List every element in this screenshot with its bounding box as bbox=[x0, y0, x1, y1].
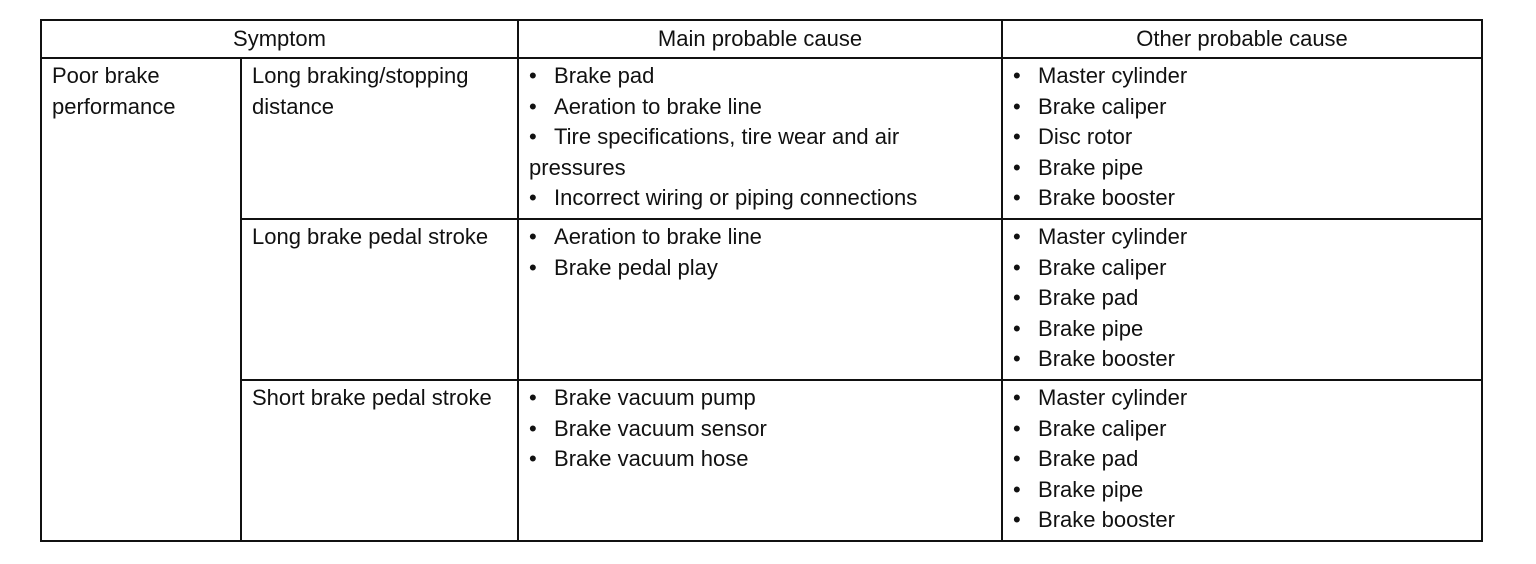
main-cause-list bbox=[529, 222, 995, 283]
list-item bbox=[529, 92, 995, 123]
list-item bbox=[1013, 61, 1475, 92]
bullet-icon: • bbox=[1013, 385, 1021, 410]
symptom-cell: Short brake pedal stroke bbox=[241, 380, 518, 541]
bullet-icon: • bbox=[1013, 315, 1021, 341]
cause-text: Brake caliper bbox=[1038, 415, 1167, 441]
list-item bbox=[1013, 253, 1475, 284]
bullet-icon: • bbox=[1013, 63, 1021, 88]
list-item bbox=[529, 253, 995, 284]
header-row bbox=[41, 20, 1482, 58]
bullet-icon: • bbox=[529, 63, 537, 88]
bullet-icon: • bbox=[529, 446, 537, 471]
list-item bbox=[1013, 283, 1475, 314]
cause-text: Brake pad bbox=[1038, 446, 1139, 471]
bullet-icon: • bbox=[529, 254, 537, 280]
bullet-icon: • bbox=[1013, 224, 1021, 249]
list-item bbox=[1013, 414, 1475, 445]
list-item bbox=[529, 383, 995, 414]
cause-text: Aeration to brake line bbox=[554, 93, 762, 119]
table-row bbox=[41, 380, 1482, 541]
bullet-icon: • bbox=[529, 385, 537, 410]
symptom-cell: Long brake pedal stroke bbox=[241, 219, 518, 380]
cause-text: Brake pipe bbox=[1038, 315, 1144, 341]
cause-text: Brake pad bbox=[1038, 285, 1139, 310]
list-item bbox=[529, 222, 995, 253]
list-item bbox=[1013, 444, 1475, 475]
table-row bbox=[41, 58, 1482, 219]
bullet-icon: • bbox=[529, 124, 537, 149]
bullet-icon: • bbox=[1013, 415, 1021, 441]
header-other-probable-cause: Other probable cause bbox=[1002, 20, 1482, 58]
other-cause-cell bbox=[1002, 58, 1482, 219]
cause-text: Brake booster bbox=[1038, 507, 1175, 532]
main-cause-list bbox=[529, 383, 995, 475]
list-item bbox=[1013, 153, 1475, 184]
header-symptom: Symptom bbox=[41, 20, 518, 58]
cause-text: Master cylinder bbox=[1038, 224, 1188, 249]
main-cause-cell bbox=[518, 380, 1002, 541]
other-cause-list bbox=[1013, 222, 1475, 375]
bullet-icon: • bbox=[1013, 254, 1021, 280]
list-item bbox=[529, 122, 995, 183]
list-item bbox=[1013, 122, 1475, 153]
cause-text: Master cylinder bbox=[1038, 63, 1188, 88]
cause-text: Tire specifications, tire wear and air pressures bbox=[529, 124, 900, 180]
cause-text: Incorrect wiring or piping connections bbox=[554, 185, 918, 210]
table-row bbox=[41, 219, 1482, 380]
main-cause-cell bbox=[518, 58, 1002, 219]
list-item bbox=[1013, 314, 1475, 345]
cause-text: Brake vacuum hose bbox=[554, 446, 749, 471]
bullet-icon: • bbox=[529, 93, 537, 119]
list-item bbox=[1013, 383, 1475, 414]
bullet-icon: • bbox=[529, 185, 537, 210]
bullet-icon: • bbox=[1013, 507, 1021, 532]
bullet-icon: • bbox=[529, 224, 537, 249]
diagnosis-table bbox=[40, 19, 1483, 542]
list-item bbox=[1013, 475, 1475, 506]
header-main-probable-cause: Main probable cause bbox=[518, 20, 1002, 58]
cause-text: Brake vacuum pump bbox=[554, 385, 756, 410]
list-item bbox=[1013, 222, 1475, 253]
other-cause-list bbox=[1013, 61, 1475, 214]
list-item bbox=[529, 183, 995, 214]
list-item bbox=[529, 444, 995, 475]
bullet-icon: • bbox=[1013, 285, 1021, 310]
bullet-icon: • bbox=[1013, 124, 1021, 149]
bullet-icon: • bbox=[1013, 346, 1021, 371]
other-cause-cell bbox=[1002, 380, 1482, 541]
cause-text: Brake booster bbox=[1038, 346, 1175, 371]
cause-text: Brake vacuum sensor bbox=[554, 415, 767, 441]
cause-text: Brake caliper bbox=[1038, 254, 1167, 280]
bullet-icon: • bbox=[1013, 185, 1021, 210]
cause-text: Brake booster bbox=[1038, 185, 1175, 210]
cause-text: Brake pipe bbox=[1038, 154, 1144, 180]
cause-text: Master cylinder bbox=[1038, 385, 1188, 410]
symptom-category: Poor brake performance bbox=[41, 58, 241, 541]
cause-text: Aeration to brake line bbox=[554, 224, 762, 249]
cause-text: Brake pad bbox=[554, 63, 655, 88]
bullet-icon: • bbox=[529, 415, 537, 441]
bullet-icon: • bbox=[1013, 93, 1021, 119]
main-cause-list bbox=[529, 61, 995, 214]
other-cause-cell bbox=[1002, 219, 1482, 380]
list-item bbox=[1013, 92, 1475, 123]
cause-text: Brake pedal play bbox=[554, 254, 718, 280]
bullet-icon: • bbox=[1013, 154, 1021, 180]
list-item bbox=[1013, 505, 1475, 536]
list-item bbox=[1013, 344, 1475, 375]
bullet-icon: • bbox=[1013, 476, 1021, 502]
list-item bbox=[1013, 183, 1475, 214]
cause-text: Brake caliper bbox=[1038, 93, 1167, 119]
main-cause-cell bbox=[518, 219, 1002, 380]
cause-text: Brake pipe bbox=[1038, 476, 1144, 502]
symptom-cell: Long braking/stopping distance bbox=[241, 58, 518, 219]
list-item bbox=[529, 414, 995, 445]
list-item bbox=[529, 61, 995, 92]
other-cause-list bbox=[1013, 383, 1475, 536]
bullet-icon: • bbox=[1013, 446, 1021, 471]
cause-text: Disc rotor bbox=[1038, 124, 1133, 149]
